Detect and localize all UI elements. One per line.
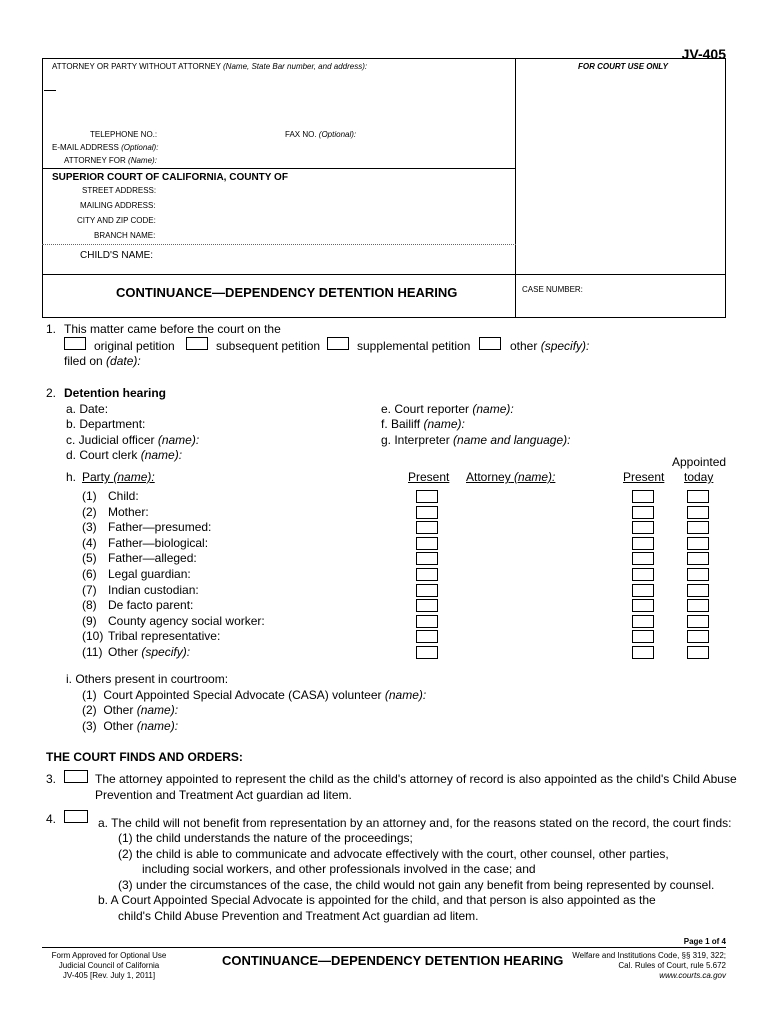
item3-number: 3. <box>46 772 57 786</box>
footer-title: CONTINUANCE—DEPENDENCY DETENTION HEARING <box>222 953 564 968</box>
form-approval: Form Approved for Optional Use Judicial Council of California JV-405 [Rev. July 1, 2011] <box>51 951 167 980</box>
caption-divider <box>515 58 516 318</box>
findings-heading: THE COURT FINDS AND ORDERS: <box>46 750 243 764</box>
email-label: E-MAIL ADDRESS (Optional): <box>52 143 159 152</box>
item4-checkbox[interactable] <box>64 810 88 823</box>
attorney-present-checkbox[interactable] <box>632 584 654 597</box>
party-present-checkbox[interactable] <box>416 599 438 612</box>
subsequent-petition-checkbox[interactable] <box>186 337 208 350</box>
appointed-today-checkbox[interactable] <box>687 630 709 643</box>
item2-number: 2. <box>46 386 57 400</box>
department-label: b. Department: <box>66 417 146 431</box>
detention-hearing-title: Detention hearing <box>64 386 167 400</box>
court-name: SUPERIOR COURT OF CALIFORNIA, COUNTY OF <box>52 172 288 183</box>
party-present-checkbox[interactable] <box>416 630 438 643</box>
party-present-checkbox[interactable] <box>416 584 438 597</box>
item4-b2: child's Child Abuse Prevention and Treatment Act guardian ad litem. <box>118 909 479 923</box>
party-row-label: Tribal representative: <box>108 629 221 644</box>
attorney-header: Attorney (name): <box>466 470 556 484</box>
footer-citations: Welfare and Institutions Code, §§ 319, 322; Cal. Rules of Court, rule 5.672 www.courts.ca.gov <box>572 951 726 980</box>
original-petition-checkbox[interactable] <box>64 337 86 350</box>
form-title: CONTINUANCE—DEPENDENCY DETENTION HEARING <box>116 285 458 300</box>
party-present-checkbox[interactable] <box>416 568 438 581</box>
party-present-checkbox[interactable] <box>416 521 438 534</box>
others-row-2: (2) Other (name): <box>82 703 179 717</box>
others-row-3: (3) Other (name): <box>82 719 179 733</box>
item4-a3: (3) under the circumstances of the case, the child would not gain any benefit from being represented by counsel. <box>118 878 715 892</box>
appointed-today-checkbox[interactable] <box>687 584 709 597</box>
footer-rule <box>42 947 726 948</box>
h-label: h. <box>66 470 77 484</box>
party-present-checkbox[interactable] <box>416 646 438 659</box>
court-use-only: FOR COURT USE ONLY <box>578 62 668 71</box>
party-present-checkbox[interactable] <box>416 506 438 519</box>
party-row-label: Mother: <box>108 504 149 519</box>
party-row-label: Other (specify): <box>108 645 191 659</box>
appointed-today-checkbox[interactable] <box>687 537 709 550</box>
party-present-checkbox[interactable] <box>416 537 438 550</box>
title-divider <box>42 274 726 275</box>
attorney-label: ATTORNEY OR PARTY WITHOUT ATTORNEY (Name, State Bar number, and address): <box>52 62 368 71</box>
form-id: JV-405 <box>681 46 726 62</box>
item4-number: 4. <box>46 812 57 826</box>
attorney-present-checkbox[interactable] <box>632 552 654 565</box>
party-header: Party (name): <box>82 470 155 484</box>
appointed-today-checkbox[interactable] <box>687 506 709 519</box>
page-number: Page 1 of 4 <box>683 937 726 946</box>
party-row-label: Father—biological: <box>108 535 209 550</box>
attorney-present-checkbox[interactable] <box>632 506 654 519</box>
supplemental-petition-checkbox[interactable] <box>327 337 349 350</box>
attorney-present-checkbox[interactable] <box>632 537 654 550</box>
bailiff-label: f. Bailiff (name): <box>381 417 465 431</box>
appointed-today-checkbox[interactable] <box>687 490 709 503</box>
party-row-label: Child: <box>108 489 139 503</box>
attorney-present-checkbox[interactable] <box>632 490 654 503</box>
court-reporter-label: e. Court reporter (name): <box>381 402 514 416</box>
party-row-label: Father—alleged: <box>108 551 197 566</box>
party-row-number: (6) <box>82 567 97 581</box>
party-row-label: Father—presumed: <box>108 520 212 535</box>
item4-b1: b. A Court Appointed Special Advocate is appointed for the child, and that person is also appointed as the <box>98 893 656 907</box>
child-divider <box>42 244 516 245</box>
present-header: Present <box>408 470 450 484</box>
item4-a2b: including social workers, and other professionals involved in the case; and <box>142 862 536 876</box>
original-petition-label: original petition <box>94 339 175 353</box>
appointed-header: Appointed <box>672 455 727 469</box>
party-row-number: (5) <box>82 551 97 566</box>
appointed-today-checkbox[interactable] <box>687 521 709 534</box>
party-row-label: Indian custodian: <box>108 582 199 597</box>
party-row-number: (2) <box>82 504 97 519</box>
party-row-number: (9) <box>82 613 97 628</box>
court-clerk-label: d. Court clerk (name): <box>66 448 183 462</box>
filed-on-label: filed on (date): <box>64 354 141 368</box>
case-number-label: CASE NUMBER: <box>522 285 583 294</box>
appointed-today-checkbox[interactable] <box>687 552 709 565</box>
item4-a1: (1) the child understands the nature of the proceedings; <box>118 831 413 845</box>
party-present-checkbox[interactable] <box>416 615 438 628</box>
party-row-label: De facto parent: <box>108 598 194 613</box>
attorney-present-checkbox[interactable] <box>632 615 654 628</box>
city-zip-label: CITY AND ZIP CODE: <box>77 216 156 225</box>
other-petition-checkbox[interactable] <box>479 337 501 350</box>
appointed-today-checkbox[interactable] <box>687 646 709 659</box>
party-row-number: (1) <box>82 489 97 503</box>
party-row-number: (11) <box>82 645 103 659</box>
party-present-checkbox[interactable] <box>416 552 438 565</box>
party-row-number: (4) <box>82 535 97 550</box>
item3-checkbox[interactable] <box>64 770 88 783</box>
appointed-today-checkbox[interactable] <box>687 599 709 612</box>
item1-text: This matter came before the court on the <box>64 322 281 336</box>
appointed-today-checkbox[interactable] <box>687 568 709 581</box>
party-row-label: Legal guardian: <box>108 567 191 581</box>
present2-header: Present <box>623 470 665 484</box>
appointed-today-checkbox[interactable] <box>687 615 709 628</box>
supplemental-petition-label: supplemental petition <box>357 339 471 353</box>
attorney-for-label: ATTORNEY FOR (Name): <box>64 156 157 165</box>
attorney-present-checkbox[interactable] <box>632 568 654 581</box>
mailing-address-label: MAILING ADDRESS: <box>80 201 156 210</box>
attorney-present-checkbox[interactable] <box>632 630 654 643</box>
court-divider <box>42 168 516 169</box>
other-petition-label: other (specify): <box>510 339 590 353</box>
attorney-present-checkbox[interactable] <box>632 646 654 659</box>
item1-number: 1. <box>46 322 57 336</box>
others-row-1: (1) Court Appointed Special Advocate (CASA) volunteer (name): <box>82 688 427 702</box>
appointed-today-header: today <box>684 470 714 484</box>
attorney-mark <box>44 90 56 91</box>
party-row-number: (7) <box>82 582 97 597</box>
telephone-label: TELEPHONE NO.: <box>90 130 158 139</box>
item3-line1: The attorney appointed to represent the child as the child's attorney of record is also appointed as the child's Child Abuse <box>95 772 737 786</box>
party-row-label: County agency social worker: <box>108 613 265 628</box>
street-address-label: STREET ADDRESS: <box>82 186 157 195</box>
item4-a2: (2) the child is able to communicate and advocate effectively with the court, other counsel, other parties, <box>118 847 669 861</box>
item3-line2: Prevention and Treatment Act guardian ad litem. <box>95 788 352 802</box>
attorney-present-checkbox[interactable] <box>632 599 654 612</box>
item4-a: a. The child will not benefit from representation by an attorney and, for the reasons stated on the record, the court finds: <box>98 816 732 830</box>
date-label: a. Date: <box>66 402 109 416</box>
judicial-officer-label: c. Judicial officer (name): <box>66 433 200 447</box>
party-row-number: (8) <box>82 598 97 613</box>
party-row-number: (10) <box>82 629 104 644</box>
party-row-number: (3) <box>82 520 97 535</box>
childs-name-label: CHILD'S NAME: <box>80 250 154 261</box>
attorney-present-checkbox[interactable] <box>632 521 654 534</box>
others-present-label: i. Others present in courtroom: <box>66 672 229 686</box>
interpreter-label: g. Interpreter (name and language): <box>381 433 571 447</box>
fax-label: FAX NO. (Optional): <box>285 130 357 139</box>
branch-name-label: BRANCH NAME: <box>94 231 156 240</box>
subsequent-petition-label: subsequent petition <box>216 339 321 353</box>
party-present-checkbox[interactable] <box>416 490 438 503</box>
